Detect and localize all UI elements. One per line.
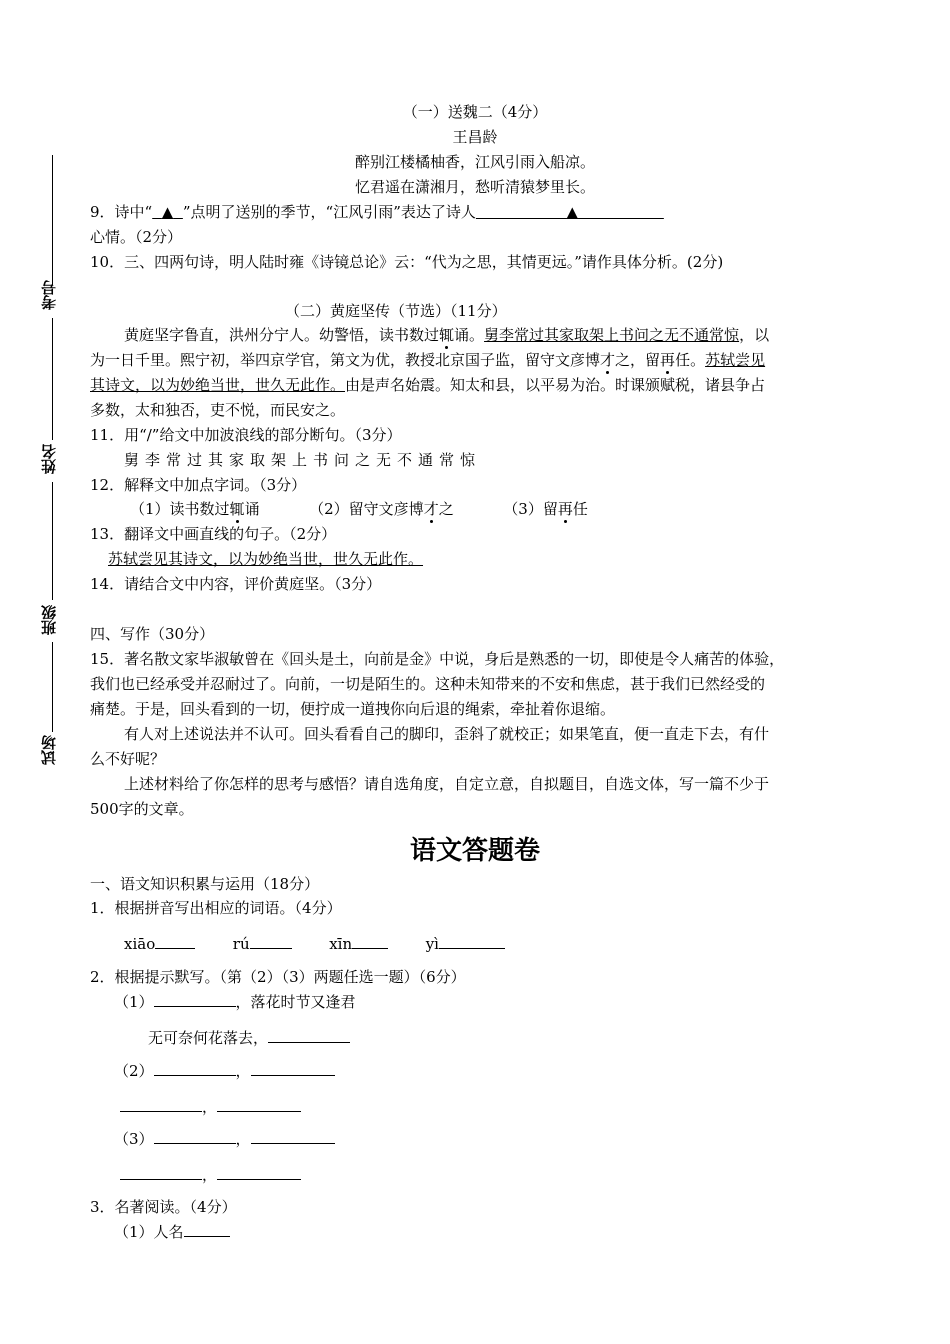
q2-label-3: （3） [114,1130,154,1148]
pinyin-2-blank[interactable] [250,934,292,949]
dotted-char: 再 [660,351,676,369]
triangle-marker: ▲ [566,203,579,221]
q12-item-2: （2）留守文彦博 [309,500,424,518]
prose-text: 为一日千里。熙宁初，举四京学官，第文为优，教授北京国子监，留守文彦博 [90,351,601,369]
question-12-items [130,498,588,520]
triangle-marker: ▲ [161,203,174,221]
answer-q3: 3．名著阅读。（4分） [90,1198,237,1216]
question-13: 13．翻译文中画直线的句子。（2分） [90,525,337,543]
q3-1-blank[interactable] [184,1222,230,1237]
q2-item-2-line-2 [120,1096,301,1118]
label-class: 班级 [40,605,58,635]
q2-2-blank-4[interactable] [217,1097,301,1112]
writing-line-3: 痛楚。于是，回头看到的一切，便拧成一道拽你向后退的绳索，牵扯着你退缩。 [90,700,616,718]
pinyin-1-blank[interactable] [155,934,195,949]
dotted-char: 辄 [439,326,455,344]
q12-item-3: （3）留 [503,500,558,518]
q2-1-blank-2[interactable] [268,1028,350,1043]
q2-2-blank-2[interactable] [251,1061,335,1076]
question-11-text: 舅李常过其家取架上书问之无不通常惊 [124,451,482,469]
prose-text: 黄庭坚字鲁直，洪州分宁人。幼警悟，读书数过 [124,326,440,344]
question-13-text: 苏轼尝见其诗文，以为妙绝当世，世久无此作。 [108,550,424,568]
prose-text: 诵。 [454,326,485,344]
writing-line-6: 上述材料给了你怎样的思考与感悟？请自选角度，自定立意，自拟题目，自选文体，写一篇不少于 [124,775,770,793]
poem-author: 王昌龄 [452,128,498,146]
poem-line-2: 忆君遥在潇湘月，愁听清猿梦里长。 [354,178,595,196]
q2-3-blank-4[interactable] [217,1165,301,1180]
binding-line [52,155,53,285]
writing-line-4: 有人对上述说法并不认可。回头看看自己的脚印，歪斜了就校正；如果笔直，便一直走下去，有什 [124,725,770,743]
comma: ， [235,1130,251,1148]
writing-heading: 四、写作（30分） [90,625,215,643]
underlined-sentence: 苏轼尝见 [705,351,766,369]
writing-line-5: 么不好呢？ [90,750,166,768]
prose-text: 由是声名始震。知太和县，以平易为治。时课颁赋税，诸县争占 [345,376,766,394]
q2-text: ，落花时节又逢君 [235,993,356,1011]
pinyin-3-blank[interactable] [352,934,388,949]
prose-line-2 [90,349,765,371]
poem-heading: （一）送魏二（4分） [402,103,548,121]
pinyin-row [124,933,505,955]
wavy-sentence: 舅李常过其家取架上书问之无不通常惊 [484,326,740,344]
dotted-char: 再 [557,500,573,518]
underlined-sentence: 其诗文，以为妙绝当世，世久无此作。 [90,376,346,394]
q3-label-1: （1）人名 [114,1223,184,1241]
q9-text-a: 9．诗中“ [90,203,153,221]
q2-label-1: （1） [114,993,154,1011]
binding-line [52,642,53,732]
question-11: 11．用“/”给文中加波浪线的部分断句。（3分） [90,426,402,444]
answer-q1: 1．根据拼音写出相应的词语。（4分） [90,899,342,917]
comma: ， [202,1098,218,1116]
q12-item-1: 诵 [244,500,260,518]
q2-item-3 [114,1128,335,1150]
binding-line [52,482,53,600]
q3-item-1 [114,1221,230,1243]
q2-item-1-line-2 [148,1027,350,1049]
question-9-cont: 心情。（2分） [90,228,183,246]
q2-2-blank-3[interactable] [120,1097,202,1112]
answer-q2: 2．根据提示默写。（第（2）（3）两题任选一题）（6分） [90,968,466,986]
prose-line-4: 多数，太和独否，吏不悦，而民安之。 [90,401,346,419]
question-9 [90,201,664,223]
pinyin-1: xiāo [124,935,156,953]
q12-item-3: 任 [572,500,588,518]
q2-2-blank-1[interactable] [154,1061,236,1076]
q12-item-1: （1）读书数过 [130,500,230,518]
prose-line-3 [90,374,765,396]
q2-label-2: （2） [114,1062,154,1080]
q2-item-2 [114,1060,335,1082]
question-12: 12．解释文中加点字词。（3分） [90,476,307,494]
prose-line-1 [124,324,769,346]
writing-line-2: 我们也已经承受并忍耐过了。向前，一切是陌生的。这种未知带来的不安和焦虑，甚于我们已然经受的 [90,675,766,693]
q9-blank-2[interactable] [476,203,664,221]
comma: ， [202,1166,218,1184]
answer-sheet-title: 语文答题卷 [409,836,540,866]
dotted-char: 才 [600,351,616,369]
prose-text: 之，留 [615,351,661,369]
prose-heading: （二）黄庭坚传（节选）（11分） [285,302,507,320]
q9-blank-1[interactable] [152,203,183,221]
dotted-char: 才 [423,500,439,518]
q2-1-blank-1[interactable] [154,992,236,1007]
question-14: 14．请结合文中内容，评价黄庭坚。（3分） [90,575,382,593]
label-name: 姓名 [40,444,58,474]
prose-text: 任。 [675,351,706,369]
binding-line [52,318,53,440]
writing-line-1: 15．著名散文家毕淑敏曾在《回头是土，向前是金》中说，身后是熟悉的一切，即使是令人痛苦的体验， [90,650,785,668]
label-exam-number: 考号 [40,280,58,310]
poem-line-1: 醉别江楼橘柚香，江风引雨入船凉。 [354,153,595,171]
q2-item-3-line-2 [120,1164,301,1186]
pinyin-4: yì [425,935,439,953]
writing-line-7: 500字的文章。 [90,800,194,818]
label-exam-room: 试场 [40,735,58,765]
pinyin-2: rú [232,935,250,953]
q2-3-blank-2[interactable] [251,1129,335,1144]
dotted-char: 辄 [229,500,245,518]
q2-3-blank-1[interactable] [154,1129,236,1144]
pinyin-4-blank[interactable] [439,934,505,949]
comma: ， [235,1062,251,1080]
q2-item-1 [114,991,356,1013]
pinyin-3: xīn [329,935,353,953]
q2-text: 无可奈何花落去， [148,1029,269,1047]
q9-text-b: ”点明了送别的季节，“江风引雨”表达了诗人 [182,203,476,221]
q12-item-2: 之 [438,500,454,518]
q2-3-blank-3[interactable] [120,1165,202,1180]
prose-text: ，以 [739,326,770,344]
question-10: 10．三、四两句诗，明人陆时雍《诗镜总论》云：“代为之思，其情更远。”请作具体分析。(2分) [90,253,724,271]
section-1-heading: 一、语文知识积累与运用（18分） [90,875,320,893]
